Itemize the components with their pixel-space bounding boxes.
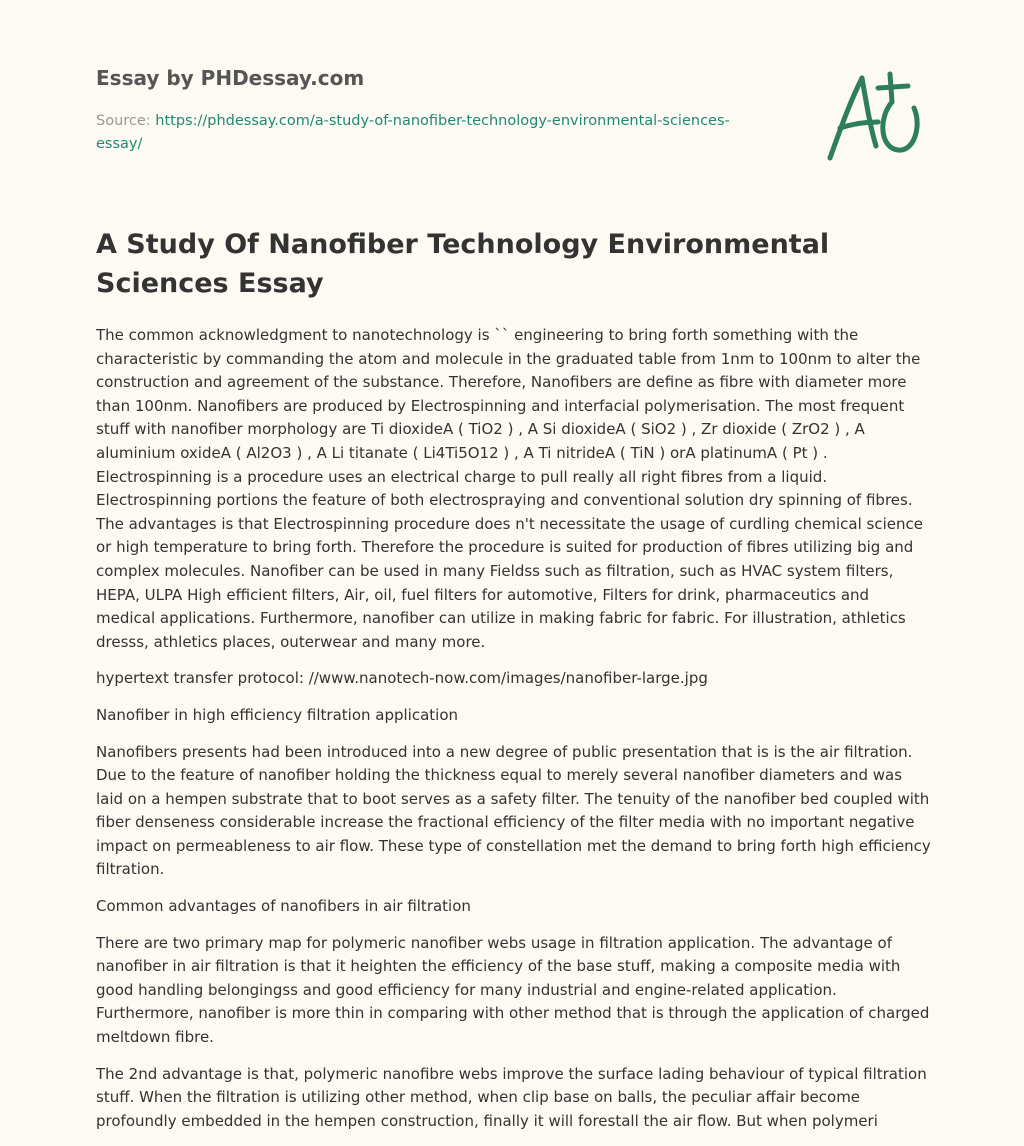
paragraph: The common acknowledgment to nanotechnology is `` engineering to bring forth something with the characteristic by commanding the atom and molecule in the graduated table from 1nm to 100nm to alter the construction and agreement of the substance. Therefore, Nanofibers are define as fibre with diameter more than 100nm. Nanofibers are produced by Electrospinning and interfacial polymerisation. The most frequent stuff with nanofiber morphology are Ti dioxideA ( TiO2 ) , A Si dioxideA ( SiO2 ) , Zr dioxide ( ZrO2 ) , A aluminium oxideA ( Al2O3 ) , A Li titanate ( Li4Ti5O12 ) , A Ti nitrideA ( TiN ) orA platinumA ( Pt ) . Electrospinning is a procedure uses an electrical charge to pull really all right fibres from a liquid. Electrospinning portions the feature of both electrospraying and conventional solution dry spinning of fibres. The advantages is that Electrospinning procedure does n't necessitate the usage of curdling chemical science or high temperature to bring forth. Therefore the procedure is suited for production of fibres utilizing big and complex molecules. Nanofiber can be used in many Fieldss such as filtration, such as HVAC system filters, HEPA, ULPA High efficient filters, Air, oil, fuel filters for automotive, Filters for drink, pharmaceutics and medical applications. Furthermore, nanofiber can utilize in making fabric for fabric. For illustration, athletics dresss, athletics places, outerwear and many more. [96,326,923,651]
essay-content [96,324,932,1146]
source-label: Source: [96,113,151,129]
paragraph: hypertext transfer protocol: //www.nanotech-now.com/images/nanofiber-large.jpg [96,669,708,688]
site-header [96,64,776,156]
essay-title: A Study Of Nanofiber Technology Environmental Sciences Essay [96,229,830,299]
paragraph: Nanofibers presents had been introduced into a new degree of public presentation that is is the air filtration. Due to the feature of nanofiber holding the thickness equal to merely several nanofiber diameters and was laid on a hempen substrate that to boot serves as a safety filter. The tenuity of the nanofiber bed coupled with fiber denseness considerable increase the fractional efficiency of the filter media with no important negative impact on permeableness to air flow. These type of constellation met the demand to bring forth high efficiency filtration. [96,742,931,879]
site-brand: Essay by PHDessay.com [96,66,365,90]
paragraph: Nanofiber in high efficiency filtration application [96,705,459,724]
source-link[interactable]: https://phdessay.com/a-study-of-nanofiber-technology-environmental-sciences-essay/ [96,113,730,152]
paragraph: There are two primary map for polymeric nanofiber webs usage in filtration application. The advantage of nanofiber in air filtration is that it heighten the efficiency of the base stuff, making a composite media with good handling belongingss and good efficiency for many industrial and engine-related application. Furthermore, nanofiber is more thin in comparing with other method that is through the application of charged meltdown fibre. [96,933,930,1047]
paragraph: The 2nd advantage is that, polymeric nanofibre webs improve the surface lading behaviour of typical filtration stuff. When the filtration is utilizing other method, when clip base on balls, the peculiar affair become profoundly embedded in the hempen construction, finally it will forestall the air flow. But when polymeri [96,1064,927,1130]
source-line [96,110,776,156]
paragraph: Common advantages of nanofibers in air filtration [96,897,471,916]
a-plus-grade-icon [818,66,928,166]
